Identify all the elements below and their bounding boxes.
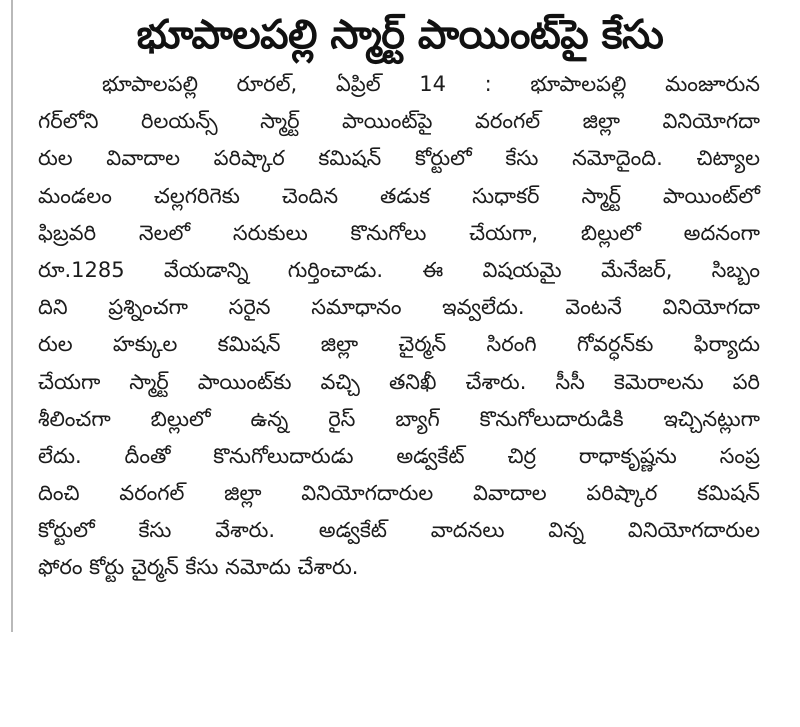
article-line: రుల హక్కుల కమిషన్ జిల్లా చైర్మన్ సిరంగి గోవర్ధన్‌కు ఫిర్యాదు bbox=[38, 332, 760, 357]
article-line: గర్‌లోని రిలయన్స్ స్మార్ట్ పాయింట్‌పై వరంగల్ జిల్లా వినియోగదా bbox=[38, 109, 760, 134]
article-headline: భూపాలపల్లి స్మార్ట్ పాయింట్‌పై కేసు bbox=[136, 12, 664, 58]
article-line: మండలం చల్లగరిగెకు చెందిన తడుక సుధాకర్ స్మార్ట్ పాయింట్‌లో bbox=[38, 183, 760, 208]
article-line: రుల వివాదాల పరిష్కార కమిషన్ కోర్టులో కేసు నమోదైంది. చిట్యాల bbox=[38, 146, 760, 171]
article-line: లేదు. దీంతో కొనుగోలుదారుడు అడ్వకేట్ చిర్ర రాధాకృష్ణను సంప్ర bbox=[38, 443, 760, 468]
column-divider bbox=[11, 0, 13, 632]
article-line: ఫిబ్రవరి నెలలో సరుకులు కొనుగోలు చేయగా, బిల్లులో అదనంగా bbox=[38, 220, 760, 245]
article-line: భూపాలపల్లి రూరల్, ఏప్రిల్ 14 : భూపాలపల్లి మంజూరున bbox=[102, 72, 760, 96]
article-line: ఫోరం కోర్టు చైర్మన్ కేసు నమోదు చేశారు. bbox=[38, 555, 359, 580]
article-line: రూ.1285 వేయడాన్ని గుర్తించాడు. ఈ విషయమై మేనేజర్, సిబ్బం bbox=[38, 257, 760, 282]
article-line: దిని ప్రశ్నించగా సరైన సమాధానం ఇవ్వలేదు. వెంటనే వినియోగదా bbox=[38, 295, 760, 320]
article-line: శీలించగా బిల్లులో ఉన్న రైస్ బ్యాగ్ కొనుగోలుదారుడికి ఇచ్చినట్లుగా bbox=[38, 406, 760, 431]
article-line: దించి వరంగల్ జిల్లా వినియోగదారుల వివాదాల పరిష్కార కమిషన్ bbox=[38, 481, 760, 506]
article-line: చేయగా స్మార్ట్ పాయింట్‌కు వచ్చి తనిఖీ చేశారు. సీసీ కెమెరాలను పరి bbox=[38, 369, 760, 394]
article-body bbox=[38, 66, 760, 587]
article-line: కోర్టులో కేసు వేశారు. అడ్వకేట్ వాదనలు విన్న వినియోగదారుల bbox=[38, 518, 760, 543]
